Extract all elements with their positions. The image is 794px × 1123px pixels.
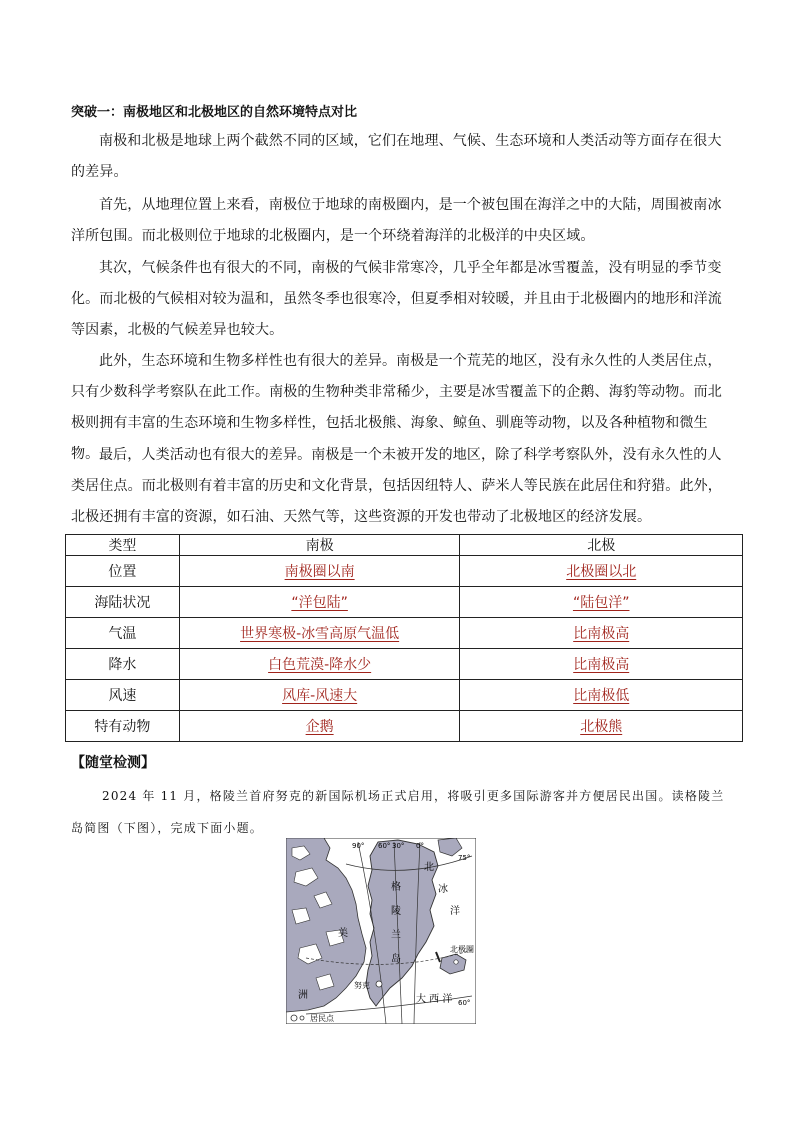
arctic-circle-label: 北极圈	[450, 945, 474, 954]
south-answer: 南极圈以南	[284, 564, 355, 580]
continent-label: 洲	[298, 990, 308, 1001]
nuuk-city-marker	[376, 981, 382, 987]
paragraph-intro: 南极和北极是地球上两个截然不同的区域，它们在地理、气候、生态环境和人类活动等方面存在很大的差异。	[71, 133, 722, 180]
south-answer: “洋包陆”	[291, 595, 348, 611]
island-name: 岛	[391, 954, 401, 965]
south-answer: 白色荒漠-降水少	[268, 657, 372, 673]
north-answer: “陆包洋”	[572, 595, 630, 611]
north-answer: 北极熊	[580, 719, 623, 735]
arctic-ocean-label: 北	[424, 862, 434, 873]
north-answer: 比南极高	[573, 657, 630, 673]
island-name: 陵	[391, 906, 401, 917]
arctic-ocean-label: 冰	[438, 884, 448, 895]
lon-label: 0°	[416, 842, 424, 850]
row-type: 降水	[66, 649, 180, 680]
row-type: 特有动物	[66, 711, 180, 742]
nuuk-label: 努克	[354, 981, 370, 990]
table-row	[66, 587, 743, 618]
south-answer: 风库-风速大	[282, 688, 358, 704]
south-answer: 世界寒极-冰雪高原气温低	[240, 626, 400, 642]
island-name: 格	[391, 882, 401, 893]
north-answer: 比南极高	[573, 626, 630, 642]
table-row	[66, 680, 743, 711]
table-row	[66, 618, 743, 649]
table-header-row	[66, 535, 743, 556]
question-text: 2024 年 11 月，格陵兰首府努克的新国际机场正式启用，将吸引更多国际游客并方便居民出国。读格陵兰岛简图（下图），完成下面小题。	[71, 789, 725, 835]
legend-label: 居民点	[310, 1014, 334, 1023]
section-heading: 突破一：南极地区和北极地区的自然环境特点对比	[71, 105, 358, 120]
north-answer: 比南极低	[573, 688, 630, 704]
row-type: 风速	[66, 680, 180, 711]
south-answer: 企鹅	[305, 719, 334, 735]
lon-label: 30°	[392, 842, 405, 850]
lon-label: 60°	[378, 842, 391, 850]
lat-label: 75°	[458, 854, 471, 862]
row-type: 海陆状况	[66, 587, 180, 618]
table-row	[66, 649, 743, 680]
comparison-table	[65, 534, 743, 742]
paragraph-human-activity: 最后，人类活动也有很大的差异。南极是一个未被开发的地区，除了科学考察队外，没有永久性的人类居住点。而北极则有着丰富的历史和文化背景，包括因纽特人、萨米人等民族在此居住和狩猎。此外，北极还拥有丰富的资源，如石油、天然气等，这些资源的开发也带动了北极地区的经济发展。	[71, 447, 722, 525]
practice-section-title: 【随堂检测】	[71, 755, 155, 771]
legend-marker-icon	[291, 1015, 297, 1021]
arctic-ocean-label: 洋	[450, 906, 460, 917]
header-south-pole: 南极	[179, 535, 460, 556]
greenland-map	[286, 838, 476, 1024]
lat-label: 60°	[458, 999, 471, 1007]
table-row	[66, 556, 743, 587]
header-north-pole: 北极	[460, 535, 743, 556]
row-type: 气温	[66, 618, 180, 649]
lon-label: 90°	[352, 842, 365, 850]
paragraph-climate: 其次，气候条件也有很大的不同，南极的气候非常寒冷，几乎全年都是冰雪覆盖，没有明显的季节变化。而北极的气候相对较为温和，虽然冬季也很寒冷，但夏季相对较暖，并且由于北极圈内的地形和洋流等因素，北极的气候差异也较大。	[71, 260, 722, 338]
row-type: 位置	[66, 556, 180, 587]
paragraph-ecology: 此外，生态环境和生物多样性也有很大的差异。南极是一个荒芜的地区，没有永久性的人类居住点，只有少数科学考察队在此工作。南极的生物种类非常稀少，主要是冰雪覆盖下的企鹅、海豹等动物。而北极则拥有丰富的生态环境和生物多样性，包括北极熊、海象、鲸鱼、驯鹿等动物，以及各种植物和微生物。	[71, 353, 722, 462]
atlantic-ocean-label: 大 西 洋	[416, 994, 453, 1005]
header-type: 类型	[66, 535, 180, 556]
continent-label: 美	[338, 928, 348, 939]
table-row	[66, 711, 743, 742]
island-name: 兰	[391, 930, 401, 941]
paragraph-location: 首先，从地理位置上来看，南极位于地球的南极圈内，是一个被包围在海洋之中的大陆，周围被南冰洋所包围。而北极则位于地球的北极圈内，是一个环绕着海洋的北极洋的中央区域。	[71, 197, 722, 244]
north-answer: 北极圈以北	[566, 564, 637, 580]
